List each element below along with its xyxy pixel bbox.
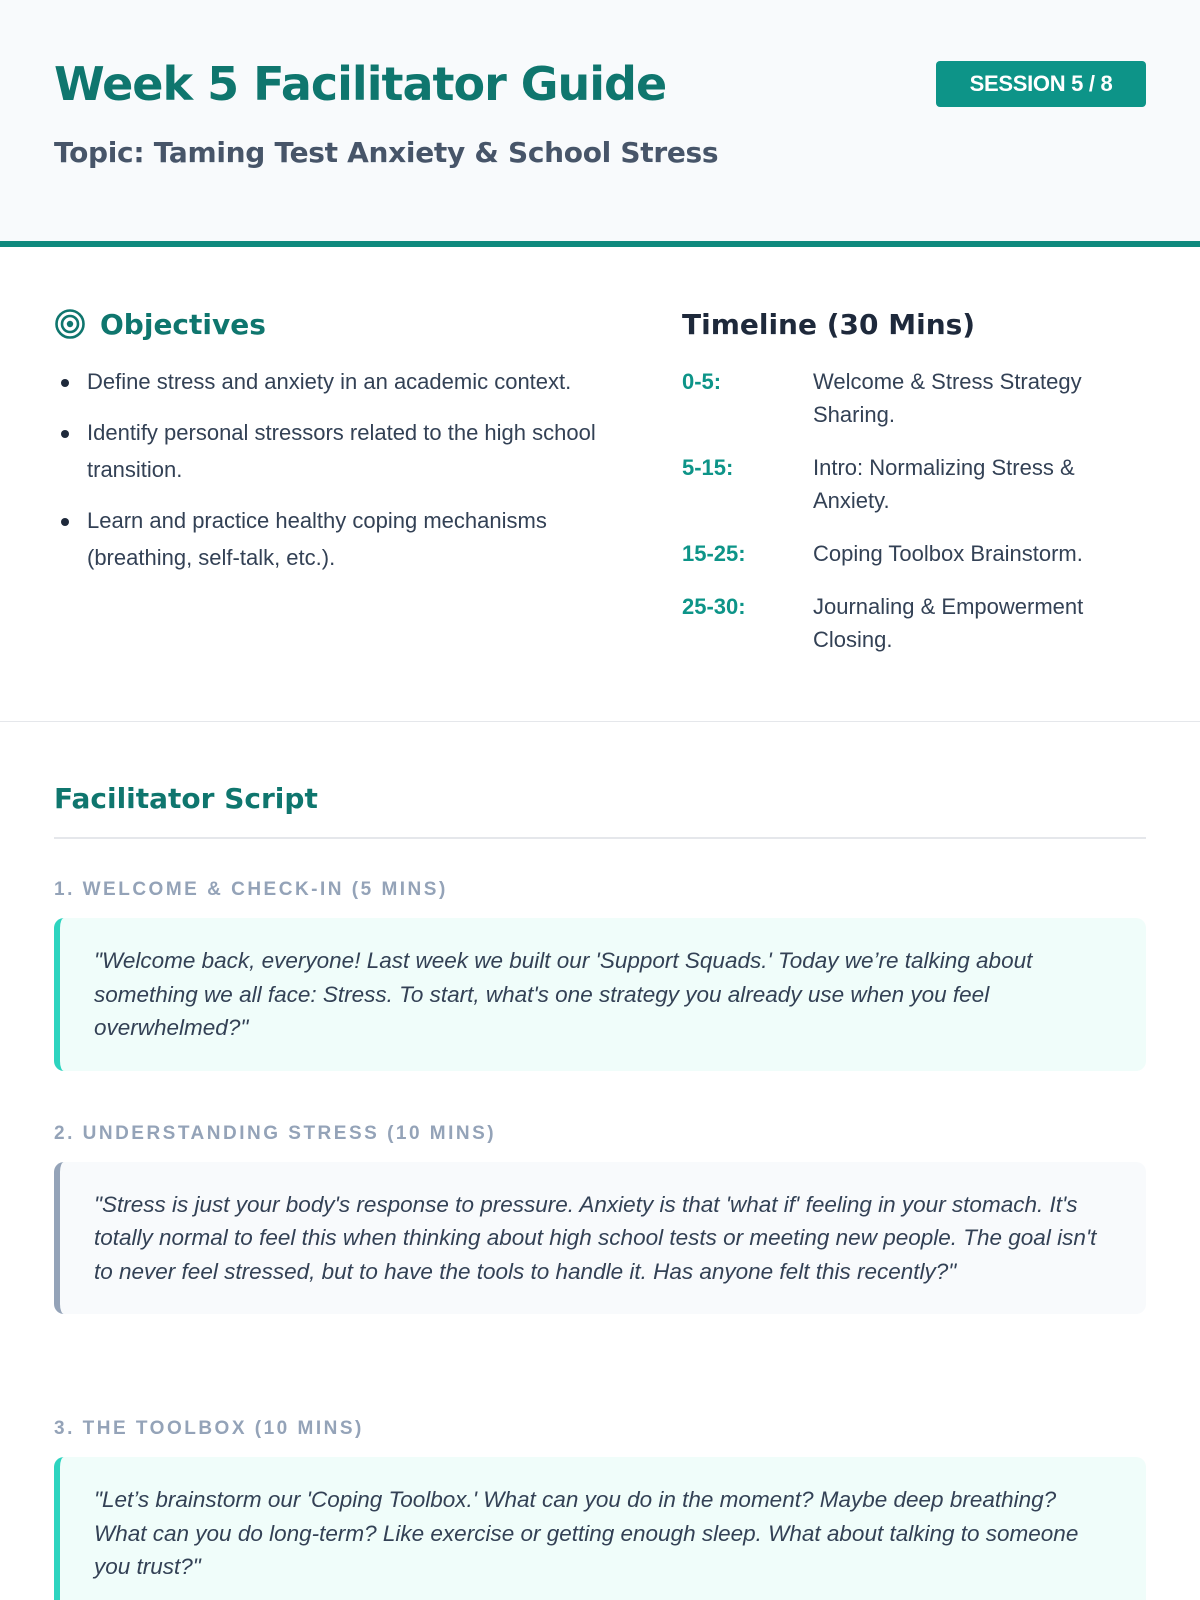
timeline-activity: Intro: Normalizing Stress & Anxiety. [813, 455, 1075, 513]
objective-item: Identify personal stressors related to the high school transition. [54, 414, 602, 488]
timeline-activity: Journaling & Empowerment Closing. [813, 594, 1084, 652]
objectives-heading [54, 305, 602, 343]
objectives-panel [54, 305, 628, 721]
timeline-activity: Welcome & Stress Strategy Sharing. [813, 369, 1082, 427]
objective-item: Learn and practice healthy coping mechanisms (breathing, self-talk, etc.). [54, 502, 602, 576]
script-heading: Facilitator Script [54, 782, 1146, 839]
timeline-panel [628, 305, 1146, 721]
script-quote: "Let’s brainstorm our 'Coping Toolbox.' What can you do in the moment? Maybe deep breathing? What can you do long-term? Like exercise or getting enough sleep. What about talking to someone you trust?" [54, 1457, 1146, 1600]
timeline-activity: Coping Toolbox Brainstorm. [813, 541, 1083, 566]
timeline-row [682, 590, 1146, 656]
timeline-list [682, 365, 1146, 656]
script-quote: "Stress is just your body's response to pressure. Anxiety is that 'what if' feeling in your stomach. It's totally normal to feel this when thinking about high school tests or meeting new people. The goal isn't to never feel stressed, but to have the tools to handle it. Has anyone felt this recently?" [54, 1162, 1146, 1315]
timeline-time: 15-25: [682, 541, 746, 566]
script-quote: "Welcome back, everyone! Last week we built our 'Support Squads.' Today we’re talking about something we all face: Stress. To start, what's one strategy you already use when you feel overwhelmed?" [54, 918, 1146, 1071]
target-icon [54, 308, 86, 340]
facilitator-script [0, 722, 1200, 1600]
timeline-time: 25-30: [682, 594, 746, 619]
overview-section [0, 247, 1200, 722]
page-header [0, 0, 1200, 247]
session-badge: SESSION 5 / 8 [936, 61, 1146, 107]
timeline-row [682, 537, 1146, 570]
timeline-heading: Timeline (30 Mins) [682, 307, 976, 341]
page-topic: Topic: Taming Test Anxiety & School Stress [54, 136, 719, 169]
timeline-time: 5-15: [682, 455, 734, 480]
page-title: Week 5 Facilitator Guide [54, 57, 667, 111]
objective-item: Define stress and anxiety in an academic context. [54, 363, 602, 400]
script-step-label: 2. UNDERSTANDING STRESS (10 MINS) [54, 1122, 497, 1144]
timeline-time: 0-5: [682, 369, 722, 394]
script-step-label: 3. THE TOOLBOX (10 MINS) [54, 1418, 364, 1439]
timeline-row [682, 451, 1146, 517]
script-step-label: 1. WELCOME & CHECK-IN (5 MINS) [54, 879, 448, 900]
objectives-list [54, 363, 602, 576]
timeline-row [682, 365, 1146, 431]
objectives-heading-text: Objectives [100, 307, 266, 341]
